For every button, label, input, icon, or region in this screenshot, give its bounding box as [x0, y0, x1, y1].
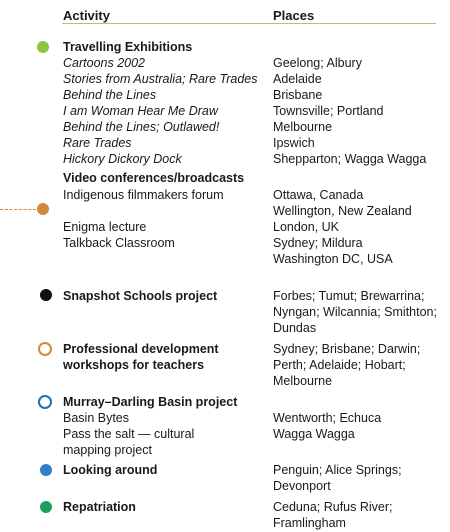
places-item: Devonport: [273, 479, 331, 493]
activity-item: Indigenous filmmakers forum: [63, 188, 224, 202]
orange-dot-marker: [37, 203, 49, 215]
places-item: Melbourne: [273, 120, 333, 134]
places-item: Wellington, New Zealand: [273, 204, 412, 218]
activity-item: I am Woman Hear Me Draw: [63, 104, 218, 118]
places-item: Sydney; Mildura: [273, 236, 363, 250]
activity-item: Hickory Dickory Dock: [63, 152, 182, 166]
blue-dot-marker: [40, 464, 52, 476]
black-dot-marker: [40, 289, 52, 301]
activity-item: Stories from Australia; Rare Trades: [63, 72, 258, 86]
places-item: Wentworth; Echuca: [273, 411, 382, 425]
activity-item: Behind the Lines; Outlawed!: [63, 120, 220, 134]
orange-ring-marker: [38, 342, 52, 356]
places-item: Shepparton; Wagga Wagga: [273, 152, 427, 166]
places-item: Washington DC, USA: [273, 252, 393, 266]
section-title-video-conferences: Video conferences/broadcasts: [63, 171, 245, 185]
green-dot-marker: [37, 41, 49, 53]
activity-item: Talkback Classroom: [63, 236, 175, 250]
places-item: Ottawa, Canada: [273, 188, 364, 202]
places-item: Geelong; Albury: [273, 56, 362, 70]
places-item: Melbourne: [273, 374, 333, 388]
activity-item: Cartoons 2002: [63, 56, 146, 70]
activity-item: Pass the salt — cultural: [63, 427, 195, 441]
activity-item: Behind the Lines: [63, 88, 157, 102]
places-item: Framlingham: [273, 516, 346, 530]
places-item: London, UK: [273, 220, 340, 234]
places-item: Perth; Adelaide; Hobart;: [273, 358, 406, 372]
section-title-travelling-exhibitions: Travelling Exhibitions: [63, 40, 193, 54]
blue-ring-marker: [38, 395, 52, 409]
section-title-murray-darling: Murray–Darling Basin project: [63, 395, 238, 409]
activity-item-line2: mapping project: [63, 443, 152, 457]
section-title-snapshot-schools: Snapshot Schools project: [63, 289, 218, 303]
places-item: Ceduna; Rufus River;: [273, 500, 393, 514]
places-item: Forbes; Tumut; Brewarrina;: [273, 289, 425, 303]
places-item: Townsville; Portland: [273, 104, 384, 118]
section-title-professional-development-line2: workshops for teachers: [63, 358, 205, 372]
activity-item: Rare Trades: [63, 136, 132, 150]
header-divider: [62, 23, 436, 24]
section-title-looking-around: Looking around: [63, 463, 158, 477]
places-item: Penguin; Alice Springs;: [273, 463, 402, 477]
places-item: Brisbane: [273, 88, 323, 102]
places-item: Dundas: [273, 321, 317, 335]
activity-item: Enigma lecture: [63, 220, 147, 234]
places-item: Sydney; Brisbane; Darwin;: [273, 342, 421, 356]
places-item: Wagga Wagga: [273, 427, 355, 441]
activity-column-header: Activity: [63, 8, 110, 23]
places-item: Ipswich: [273, 136, 315, 150]
activity-item: Basin Bytes: [63, 411, 130, 425]
dashed-connector-line: [0, 209, 36, 211]
places-column-header: Places: [273, 8, 315, 23]
places-item: Adelaide: [273, 72, 322, 86]
section-title-professional-development: Professional development: [63, 342, 219, 356]
section-title-repatriation: Repatriation: [63, 500, 136, 514]
places-item: Nyngan; Wilcannia; Smithton;: [273, 305, 437, 319]
green-dot-marker: [40, 501, 52, 513]
